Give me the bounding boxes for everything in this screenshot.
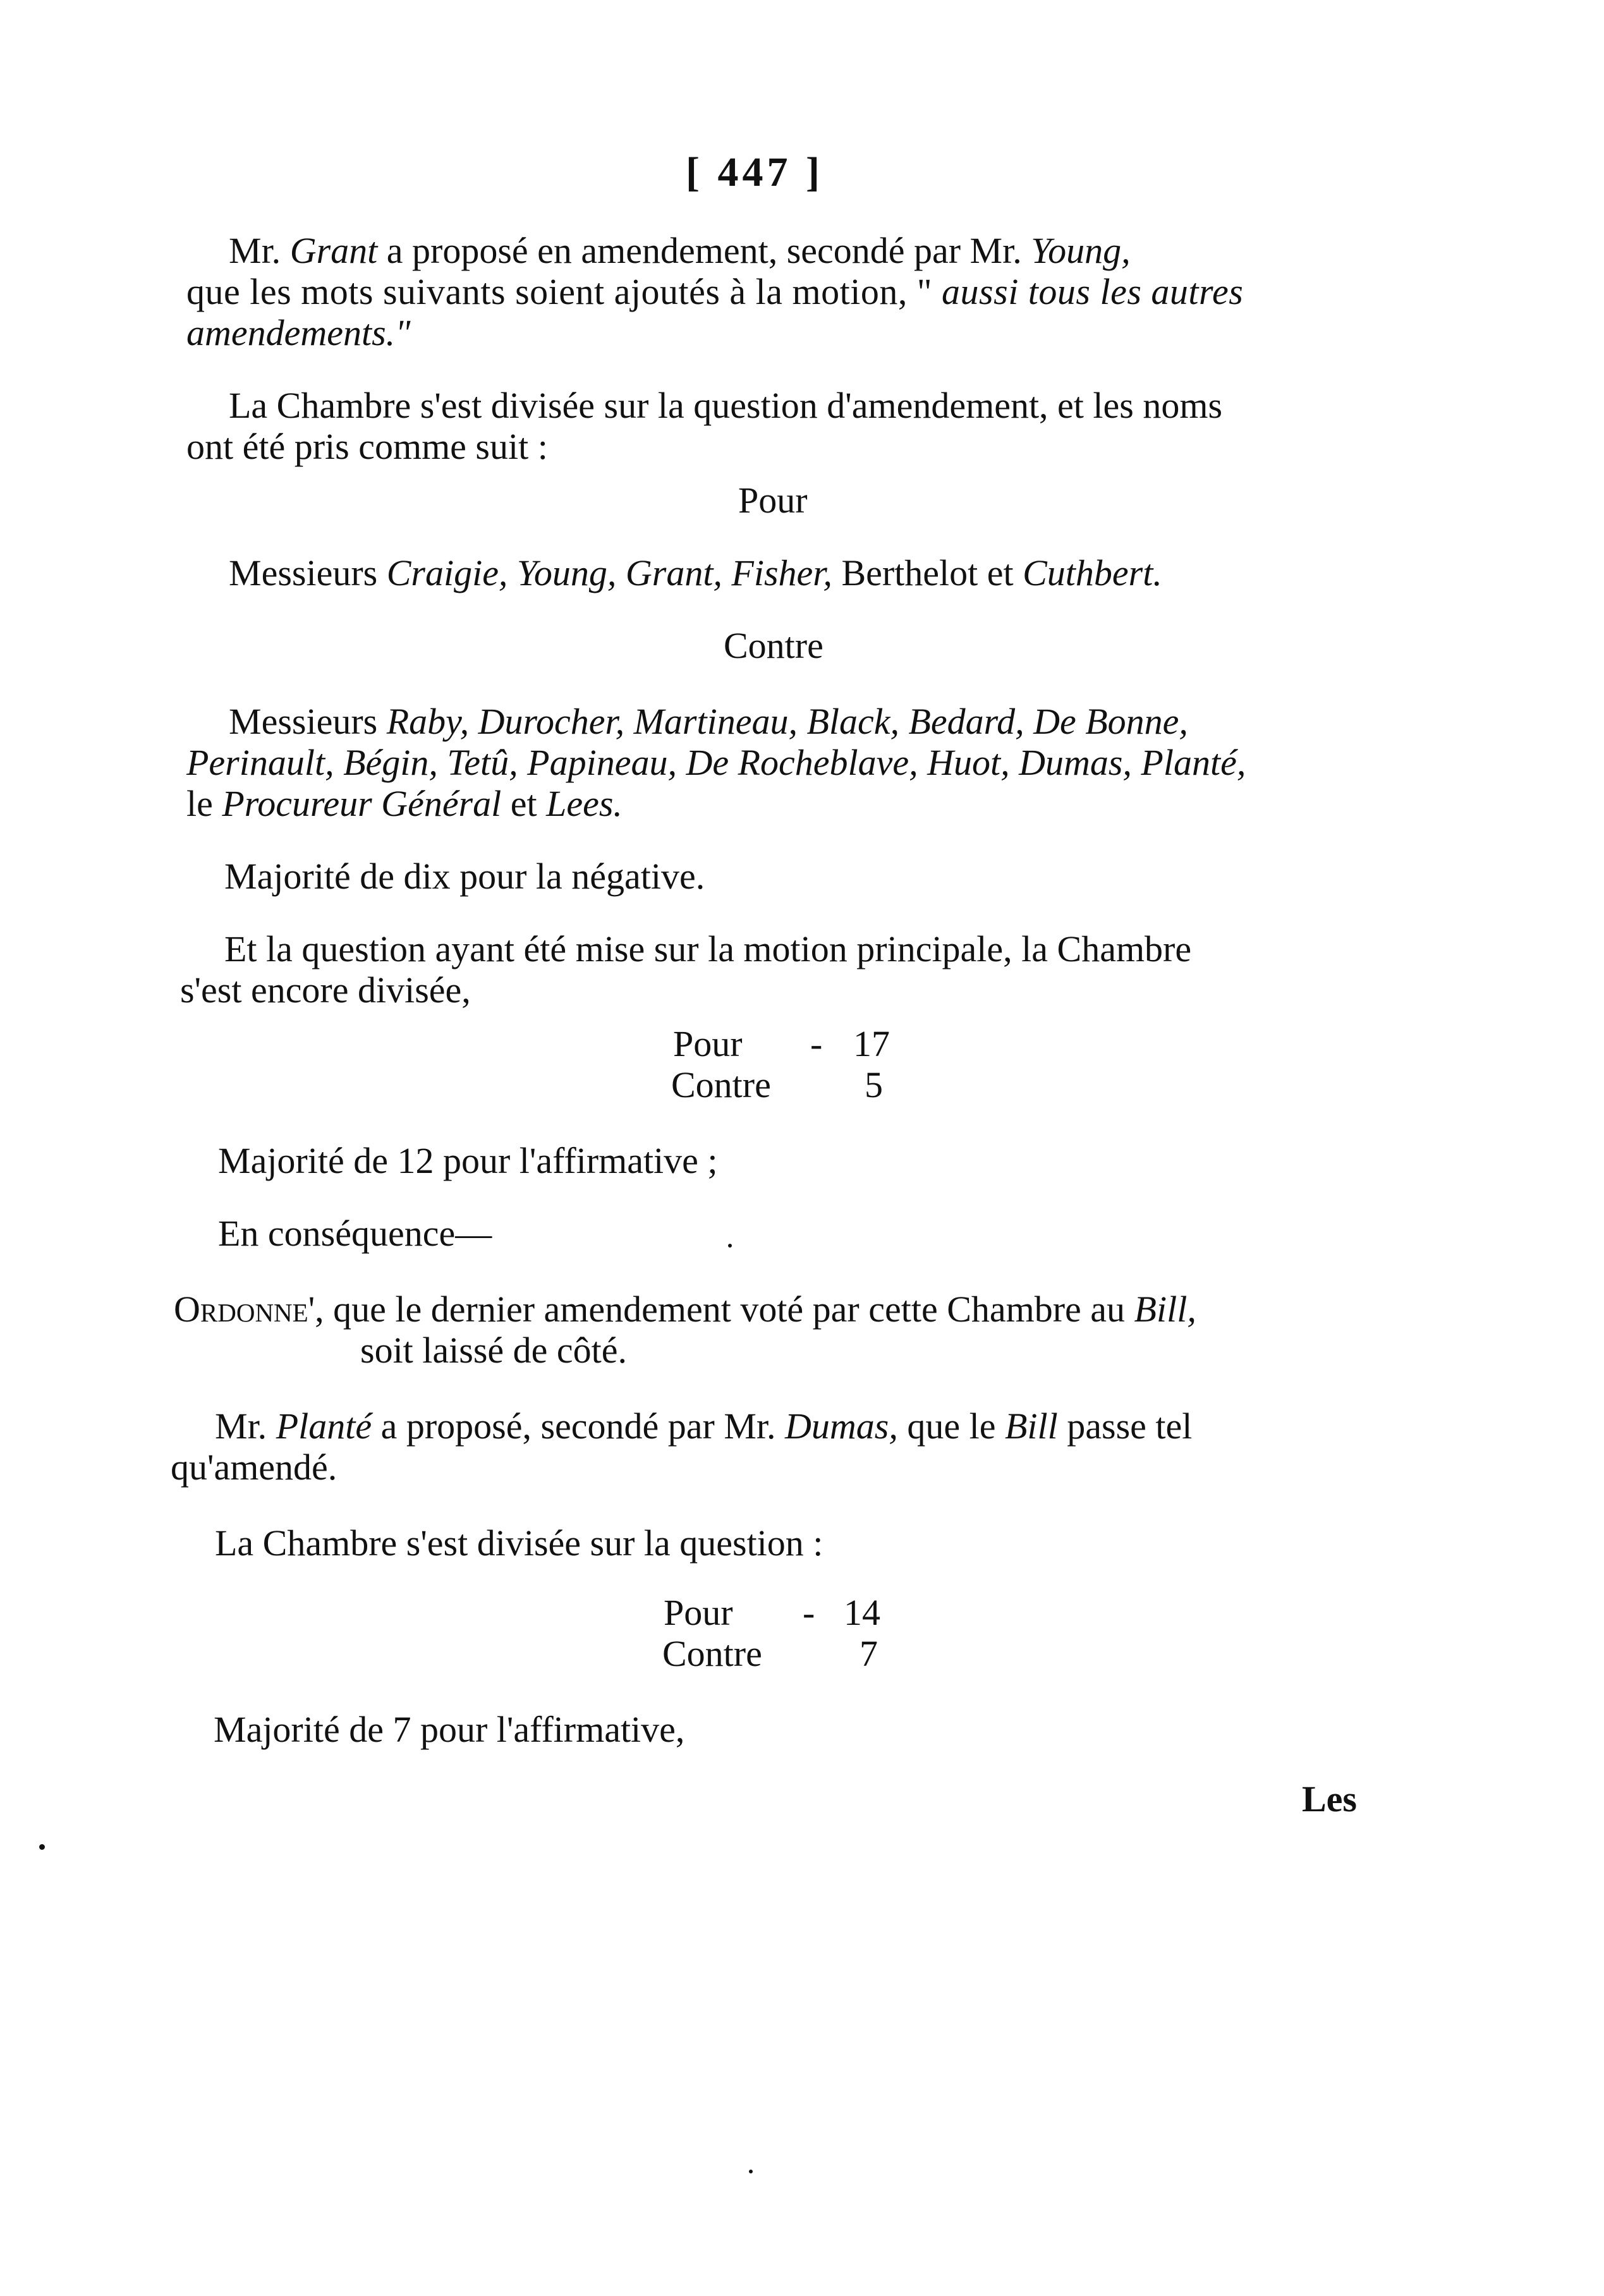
ordonne-line-2: soit laissé de côté. — [360, 1330, 628, 1371]
print-speck — [749, 2170, 753, 2173]
pour-heading: Pour — [738, 480, 808, 521]
text: que les mots suivants soient ajoutés à la motion, " — [186, 271, 942, 312]
text: passe tel — [1057, 1406, 1193, 1447]
text: que le — [897, 1406, 1005, 1447]
quoted-text: aussi tous les autres — [942, 271, 1244, 312]
text: Berthelot et — [832, 552, 1023, 593]
text: et — [501, 783, 547, 824]
page-number-header: [ 447 ] — [686, 149, 823, 195]
vote1-dash: - — [810, 1023, 823, 1064]
vote1-contre-label: Contre — [671, 1064, 771, 1105]
paragraph-question: La Chambre s'est divisée sur la question : — [215, 1522, 823, 1564]
paragraph-plante-line-2: qu'amendé. — [171, 1447, 337, 1488]
majorite-affirmative-7: Majorité de 7 pour l'affirmative, — [214, 1709, 685, 1750]
paragraph-division-line-1: La Chambre s'est divisée sur la question d'amendement, et les noms — [229, 385, 1223, 426]
text: Mr. — [229, 230, 290, 271]
vote2-contre-label: Contre — [662, 1633, 762, 1674]
pour-names — [229, 552, 1162, 593]
text: le — [186, 783, 222, 824]
contre-names-line-3 — [186, 783, 623, 824]
name-dumas: Dumas, — [785, 1406, 898, 1447]
names: Craigie, Young, Grant, Fisher, — [386, 552, 832, 593]
procureur-general: Procureur Général — [222, 783, 502, 824]
vote2-pour-count: 14 — [844, 1592, 880, 1633]
print-speck — [728, 1244, 732, 1248]
paragraph-main-motion-line-1: Et la question ayant été mise sur la motion principale, la Chambre — [224, 928, 1192, 969]
en-consequence: En conséquence— — [218, 1213, 492, 1254]
name-plante: Planté — [276, 1406, 372, 1447]
name-young: Young, — [1031, 230, 1131, 271]
text: Mr. — [215, 1406, 276, 1447]
majorite-affirmative-12: Majorité de 12 pour l'affirmative ; — [218, 1140, 718, 1181]
bill: Bill — [1004, 1406, 1058, 1447]
contre-names-line-2: Perinault, Bégin, Tetû, Papineau, De Rocheblave, Huot, Dumas, Planté, — [186, 742, 1246, 783]
ordonne-line-1 — [174, 1291, 1196, 1328]
paragraph-amendment-line-2 — [186, 271, 1244, 312]
bill: Bill, — [1134, 1289, 1196, 1330]
vote2-dash: - — [803, 1592, 815, 1633]
paragraph-plante-line-1 — [215, 1408, 1192, 1445]
name-lees: Lees. — [546, 783, 623, 824]
vote2-pour-label: Pour — [664, 1592, 733, 1633]
name-cuthbert: Cuthbert. — [1023, 552, 1162, 593]
text: a proposé, secondé par Mr. — [372, 1406, 786, 1447]
vote1-pour-count: 17 — [853, 1023, 890, 1064]
paragraph-main-motion-line-2: s'est encore divisée, — [180, 969, 471, 1011]
paragraph-amendment-line-3: amendements." — [186, 312, 411, 353]
vote2-contre-count: 7 — [860, 1633, 878, 1674]
paragraph-amendment-line-1 — [229, 230, 1131, 271]
contre-names-line-1 — [229, 703, 1188, 740]
contre-heading: Contre — [724, 625, 823, 666]
print-speck — [39, 1844, 45, 1850]
text: a proposé en amendement, secondé par Mr. — [377, 230, 1031, 271]
text: que le dernier amendement voté par cette Chambre au — [324, 1289, 1134, 1330]
ordonne-label: Ordonne', — [174, 1289, 324, 1330]
vote1-pour-label: Pour — [673, 1023, 743, 1064]
text: Messieurs — [229, 701, 387, 742]
vote1-contre-count: 5 — [865, 1064, 883, 1105]
catchword: Les — [1302, 1778, 1357, 1819]
names: Raby, Durocher, Martineau, Black, Bedard, De Bonne, — [386, 701, 1188, 742]
majorite-negative: Majorité de dix pour la négative. — [224, 856, 705, 897]
name-grant: Grant — [289, 230, 378, 271]
paragraph-division-line-2: ont été pris comme suit : — [186, 426, 548, 467]
text: Messieurs — [229, 552, 387, 593]
